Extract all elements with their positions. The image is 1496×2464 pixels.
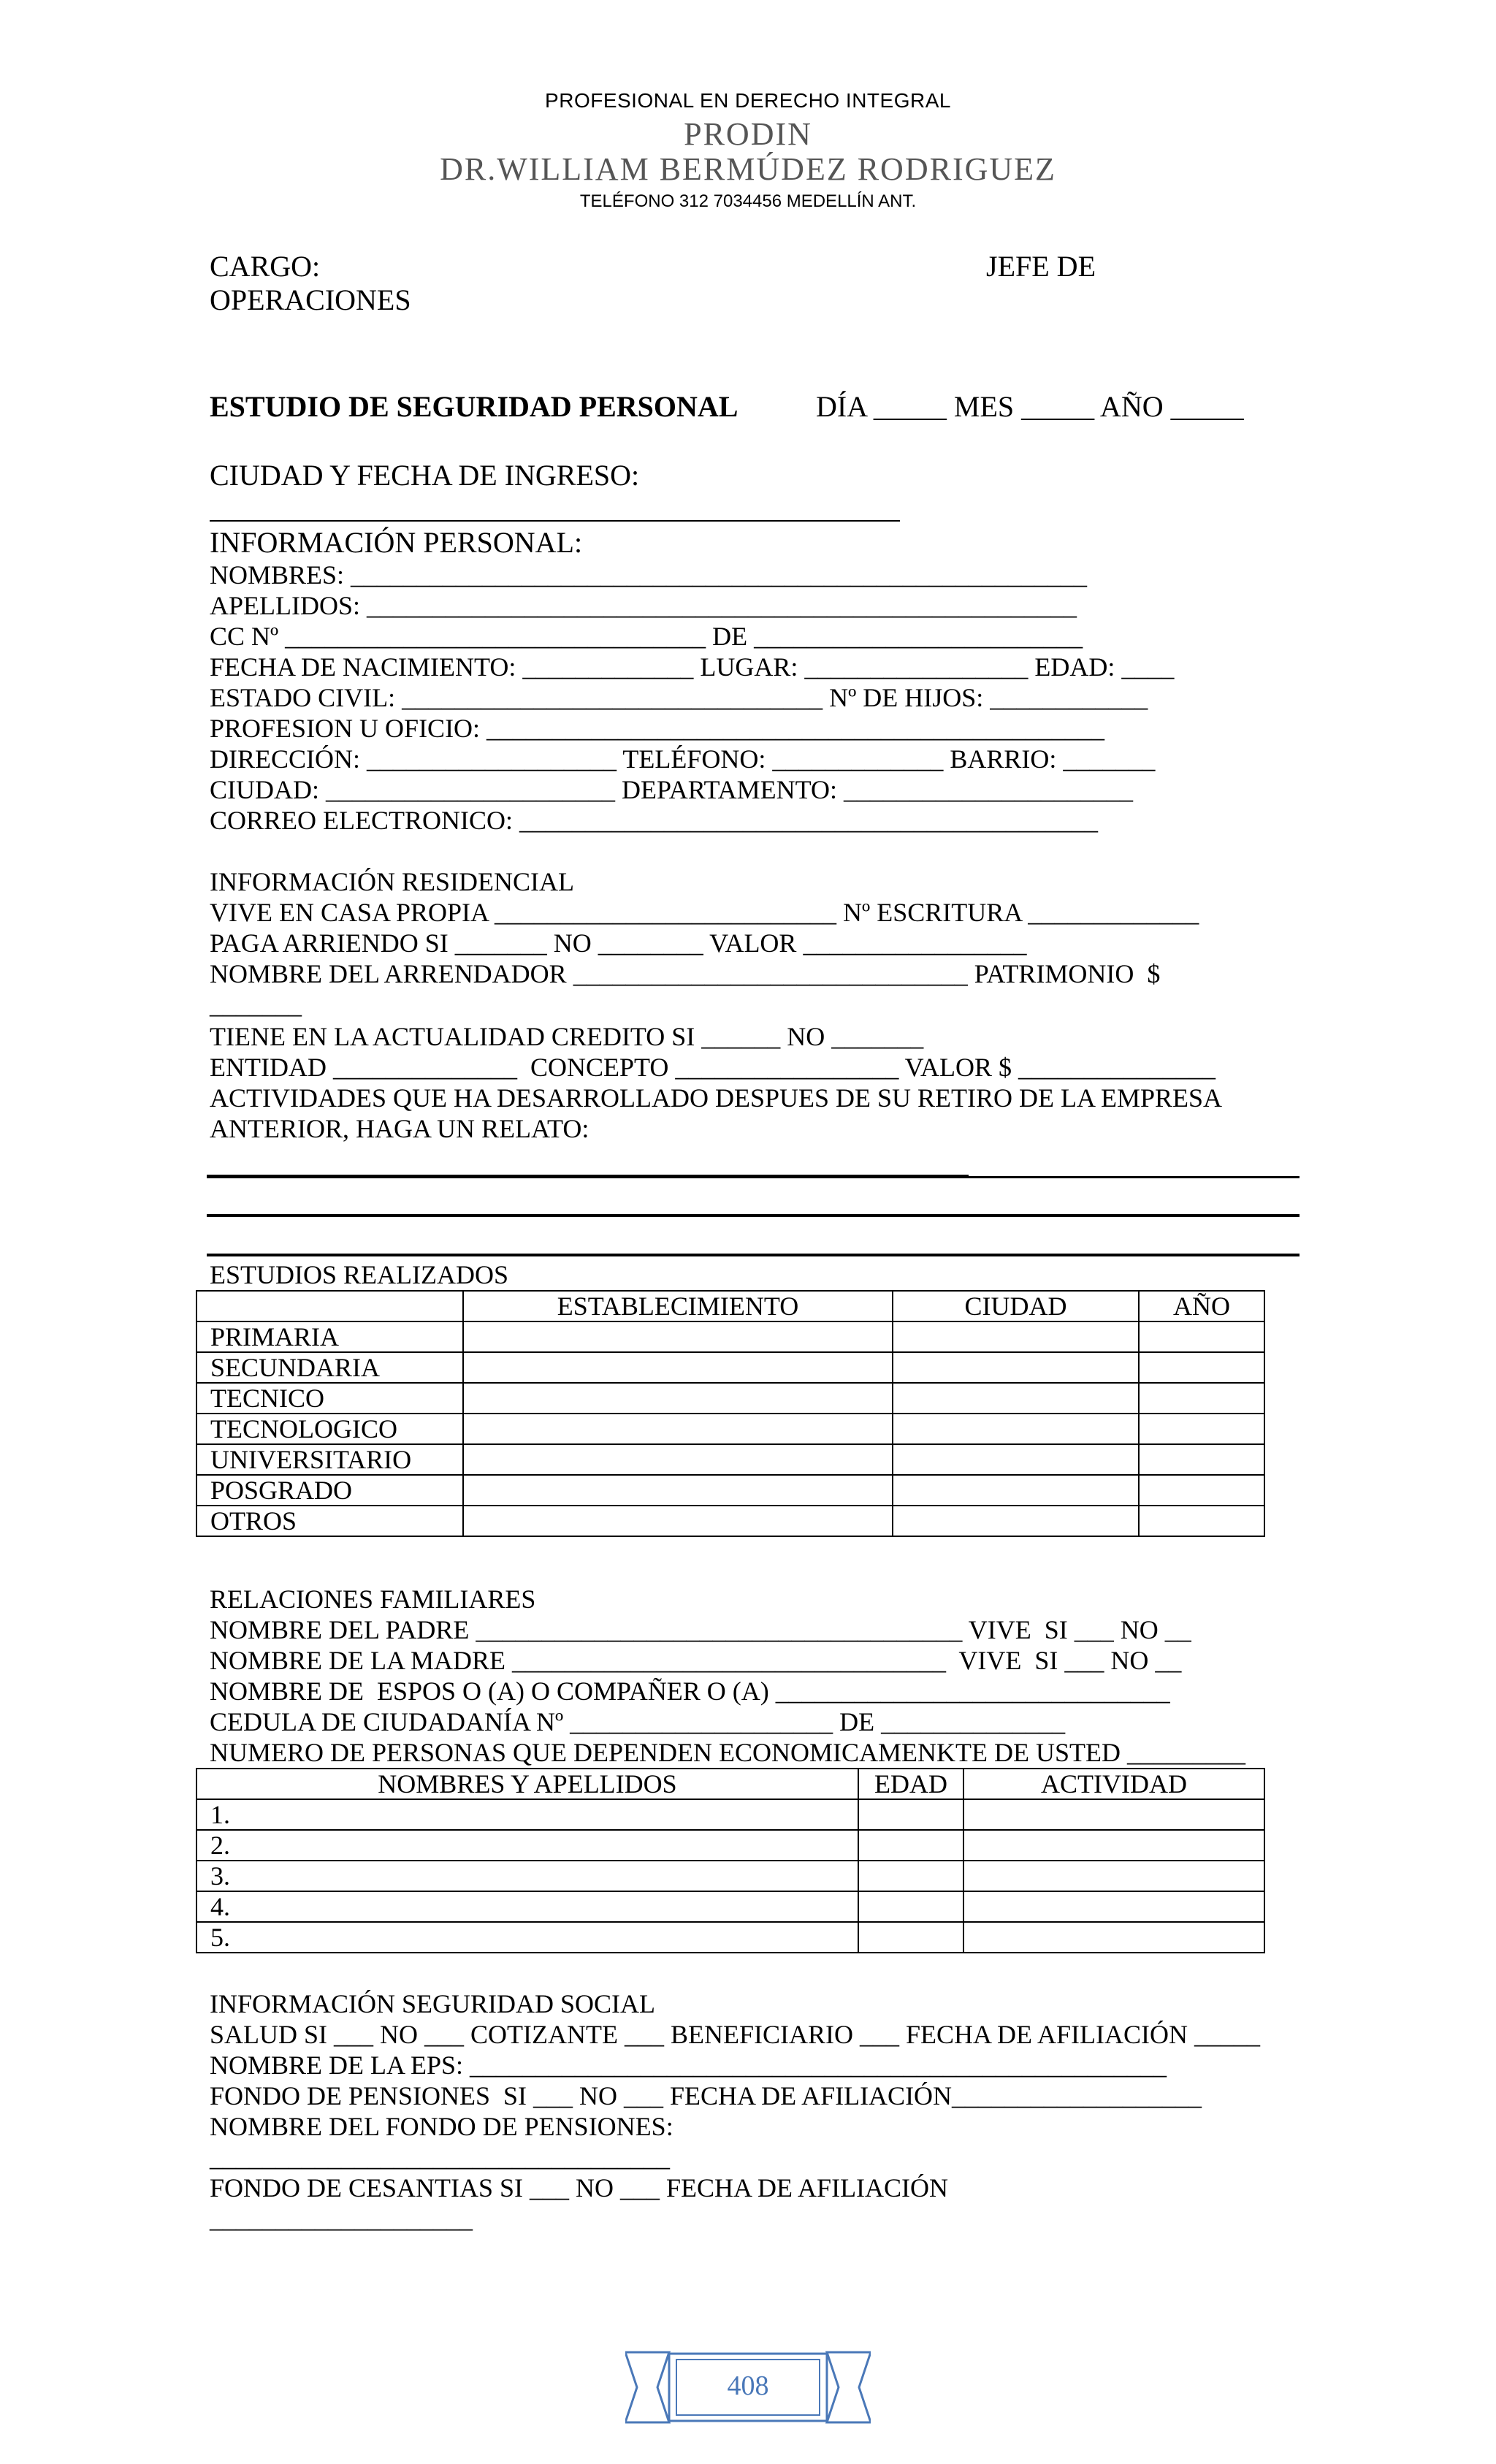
estudios-header-ano: AÑO — [1139, 1291, 1264, 1321]
header-doctor-name: DR.WILLIAM BERMÚDEZ RODRIGUEZ — [440, 151, 1056, 187]
dependientes-cell[interactable] — [963, 1861, 1264, 1891]
estudios-cell[interactable] — [893, 1414, 1139, 1444]
estudios-row-label: SECUNDARIA — [196, 1352, 463, 1383]
field-esposo[interactable]: NOMBRE DE ESPOS O (A) O COMPAÑER O (A) ______________________________ — [210, 1677, 1170, 1706]
familiares-title: RELACIONES FAMILIARES — [210, 1584, 536, 1614]
field-casa-propia[interactable]: VIVE EN CASA PROPIA __________________________ Nº ESCRITURA _____________ — [210, 898, 1199, 927]
estudios-cell[interactable] — [463, 1475, 893, 1506]
estudios-cell[interactable] — [893, 1352, 1139, 1383]
estudios-cell[interactable] — [893, 1321, 1139, 1352]
ingreso-label: CIUDAD Y FECHA DE INGRESO: — [210, 459, 640, 492]
ingreso-blank-line[interactable] — [210, 520, 900, 522]
estudios-header-blank — [196, 1291, 463, 1321]
dependientes-header-edad: EDAD — [858, 1769, 963, 1799]
dependientes-header-nombres: NOMBRES Y APELLIDOS — [196, 1769, 858, 1799]
dependientes-row-number[interactable]: 3. — [196, 1861, 858, 1891]
estudios-cell[interactable] — [463, 1352, 893, 1383]
header-phone: TELÉFONO 312 7034456 MEDELLÍN ANT. — [579, 191, 917, 211]
estudios-cell[interactable] — [1139, 1506, 1264, 1536]
estudios-header-ciudad: CIUDAD — [893, 1291, 1139, 1321]
estudios-cell[interactable] — [463, 1414, 893, 1444]
field-nombres[interactable]: NOMBRES: ________________________________________________________ — [210, 560, 1088, 590]
estudios-cell[interactable] — [1139, 1321, 1264, 1352]
dependientes-row-number[interactable]: 1. — [196, 1799, 858, 1830]
study-date-fields[interactable]: DÍA _____ MES _____ AÑO _____ — [816, 390, 1244, 423]
estudios-header-establecimiento: ESTABLECIMIENTO — [463, 1291, 893, 1321]
cargo-label: CARGO: — [210, 250, 321, 283]
dependientes-cell[interactable] — [858, 1861, 963, 1891]
estudios-title: ESTUDIOS REALIZADOS — [210, 1260, 508, 1289]
estudios-row-label: TECNICO — [196, 1383, 463, 1414]
estudios-cell[interactable] — [1139, 1414, 1264, 1444]
field-eps[interactable]: NOMBRE DE LA EPS: _____________________________________________________ — [210, 2051, 1167, 2080]
field-arriendo[interactable]: PAGA ARRIENDO SI _______ NO ________ VALOR _________________ — [210, 928, 1027, 958]
study-title: ESTUDIO DE SEGURIDAD PERSONAL — [210, 390, 739, 423]
estudios-cell[interactable] — [463, 1506, 893, 1536]
dependientes-row-number[interactable]: 4. — [196, 1891, 858, 1922]
dependientes-cell[interactable] — [963, 1830, 1264, 1861]
field-madre[interactable]: NOMBRE DE LA MADRE _________________________________ VIVE SI ___ NO __ — [210, 1646, 1182, 1675]
estudios-row-label: PRIMARIA — [196, 1321, 463, 1352]
dependientes-table — [196, 1768, 1265, 1953]
field-pensiones[interactable]: FONDO DE PENSIONES SI ___ NO ___ FECHA DE AFILIACIÓN___________________ — [210, 2081, 1202, 2110]
estudios-cell[interactable] — [1139, 1352, 1264, 1383]
relato-line-1b[interactable] — [969, 1176, 1300, 1178]
estudios-table — [196, 1290, 1265, 1537]
field-nacimiento[interactable]: FECHA DE NACIMIENTO: _____________ LUGAR: _________________ EDAD: ____ — [210, 652, 1175, 682]
field-fondo-pensiones-blank[interactable]: ___________________________________ — [210, 2143, 670, 2172]
estudios-row-label: UNIVERSITARIO — [196, 1444, 463, 1475]
estudios-cell[interactable] — [893, 1475, 1139, 1506]
dependientes-cell[interactable] — [963, 1799, 1264, 1830]
dependientes-cell[interactable] — [963, 1891, 1264, 1922]
field-correo[interactable]: CORREO ELECTRONICO: ____________________________________________ — [210, 806, 1099, 835]
field-direccion[interactable]: DIRECCIÓN: ___________________ TELÉFONO: _____________ BARRIO: _______ — [210, 744, 1156, 774]
field-fondo-pensiones: NOMBRE DEL FONDO DE PENSIONES: — [210, 2112, 673, 2141]
header-brand: PRODIN — [684, 116, 812, 152]
dependientes-cell[interactable] — [858, 1830, 963, 1861]
field-profesion[interactable]: PROFESION U OFICIO: _______________________________________________ — [210, 714, 1105, 743]
estudios-cell[interactable] — [1139, 1475, 1264, 1506]
page-number: 408 — [727, 2370, 769, 2401]
estudios-cell[interactable] — [893, 1383, 1139, 1414]
dependientes-cell[interactable] — [858, 1799, 963, 1830]
field-cedula[interactable]: CEDULA DE CIUDADANÍA Nº ____________________ DE ______________ — [210, 1707, 1066, 1736]
estudios-cell[interactable] — [463, 1383, 893, 1414]
relato-line-3[interactable] — [207, 1254, 1300, 1256]
residencial-title: INFORMACIÓN RESIDENCIAL — [210, 867, 575, 896]
actividades-prompt-1: ACTIVIDADES QUE HA DESARROLLADO DESPUES DE SU RETIRO DE LA EMPRESA — [210, 1083, 1223, 1113]
relato-line-1a[interactable] — [207, 1175, 969, 1178]
field-cesantias-blank[interactable]: ____________________ — [210, 2204, 473, 2233]
field-cesantias[interactable]: FONDO DE CESANTIAS SI ___ NO ___ FECHA DE AFILIACIÓN — [210, 2173, 949, 2202]
estudios-cell[interactable] — [893, 1444, 1139, 1475]
header-line-1: PROFESIONAL EN DERECHO INTEGRAL — [545, 89, 951, 112]
dependientes-cell[interactable] — [858, 1891, 963, 1922]
actividades-prompt-2: ANTERIOR, HAGA UN RELATO: — [210, 1114, 589, 1143]
estudios-cell[interactable] — [1139, 1444, 1264, 1475]
dependientes-header-actividad: ACTIVIDAD — [963, 1769, 1264, 1799]
field-estado-civil[interactable]: ESTADO CIVIL: ________________________________ Nº DE HIJOS: ____________ — [210, 683, 1148, 712]
estudios-cell[interactable] — [893, 1506, 1139, 1536]
cargo-value-a: JEFE DE — [986, 250, 1096, 283]
estudios-cell[interactable] — [1139, 1383, 1264, 1414]
estudios-row-label: OTROS — [196, 1506, 463, 1536]
dependientes-row-number[interactable]: 2. — [196, 1830, 858, 1861]
estudios-row-label: TECNOLOGICO — [196, 1414, 463, 1444]
dependientes-row-number[interactable]: 5. — [196, 1922, 858, 1953]
field-ciudad[interactable]: CIUDAD: ______________________ DEPARTAMENTO: ______________________ — [210, 775, 1133, 804]
field-salud[interactable]: SALUD SI ___ NO ___ COTIZANTE ___ BENEFICIARIO ___ FECHA DE AFILIACIÓN _____ — [210, 2020, 1260, 2049]
field-dependientes[interactable]: NUMERO DE PERSONAS QUE DEPENDEN ECONOMICAMENKTE DE USTED _________ — [210, 1738, 1245, 1767]
field-patrimonio[interactable]: _______ — [210, 990, 302, 1019]
field-arrendador[interactable]: NOMBRE DEL ARRENDADOR ______________________________ PATRIMONIO $ — [210, 959, 1161, 988]
cargo-value-b: OPERACIONES — [210, 283, 411, 316]
personal-title: INFORMACIÓN PERSONAL: — [210, 526, 583, 559]
field-apellidos[interactable]: APELLIDOS: ______________________________________________________ — [210, 591, 1077, 620]
field-entidad[interactable]: ENTIDAD ______________ CONCEPTO _________________ VALOR $ _______________ — [210, 1053, 1216, 1082]
relato-line-2[interactable] — [207, 1214, 1300, 1217]
field-padre[interactable]: NOMBRE DEL PADRE _____________________________________ VIVE SI ___ NO __ — [210, 1615, 1191, 1644]
dependientes-cell[interactable] — [858, 1922, 963, 1953]
social-title: INFORMACIÓN SEGURIDAD SOCIAL — [210, 1989, 656, 2018]
dependientes-cell[interactable] — [963, 1922, 1264, 1953]
estudios-cell[interactable] — [463, 1321, 893, 1352]
field-credito[interactable]: TIENE EN LA ACTUALIDAD CREDITO SI ______ NO _______ — [210, 1022, 924, 1051]
estudios-row-label: POSGRADO — [196, 1475, 463, 1506]
estudios-cell[interactable] — [463, 1444, 893, 1475]
field-cc[interactable]: CC Nº ________________________________ DE _________________________ — [210, 622, 1083, 651]
